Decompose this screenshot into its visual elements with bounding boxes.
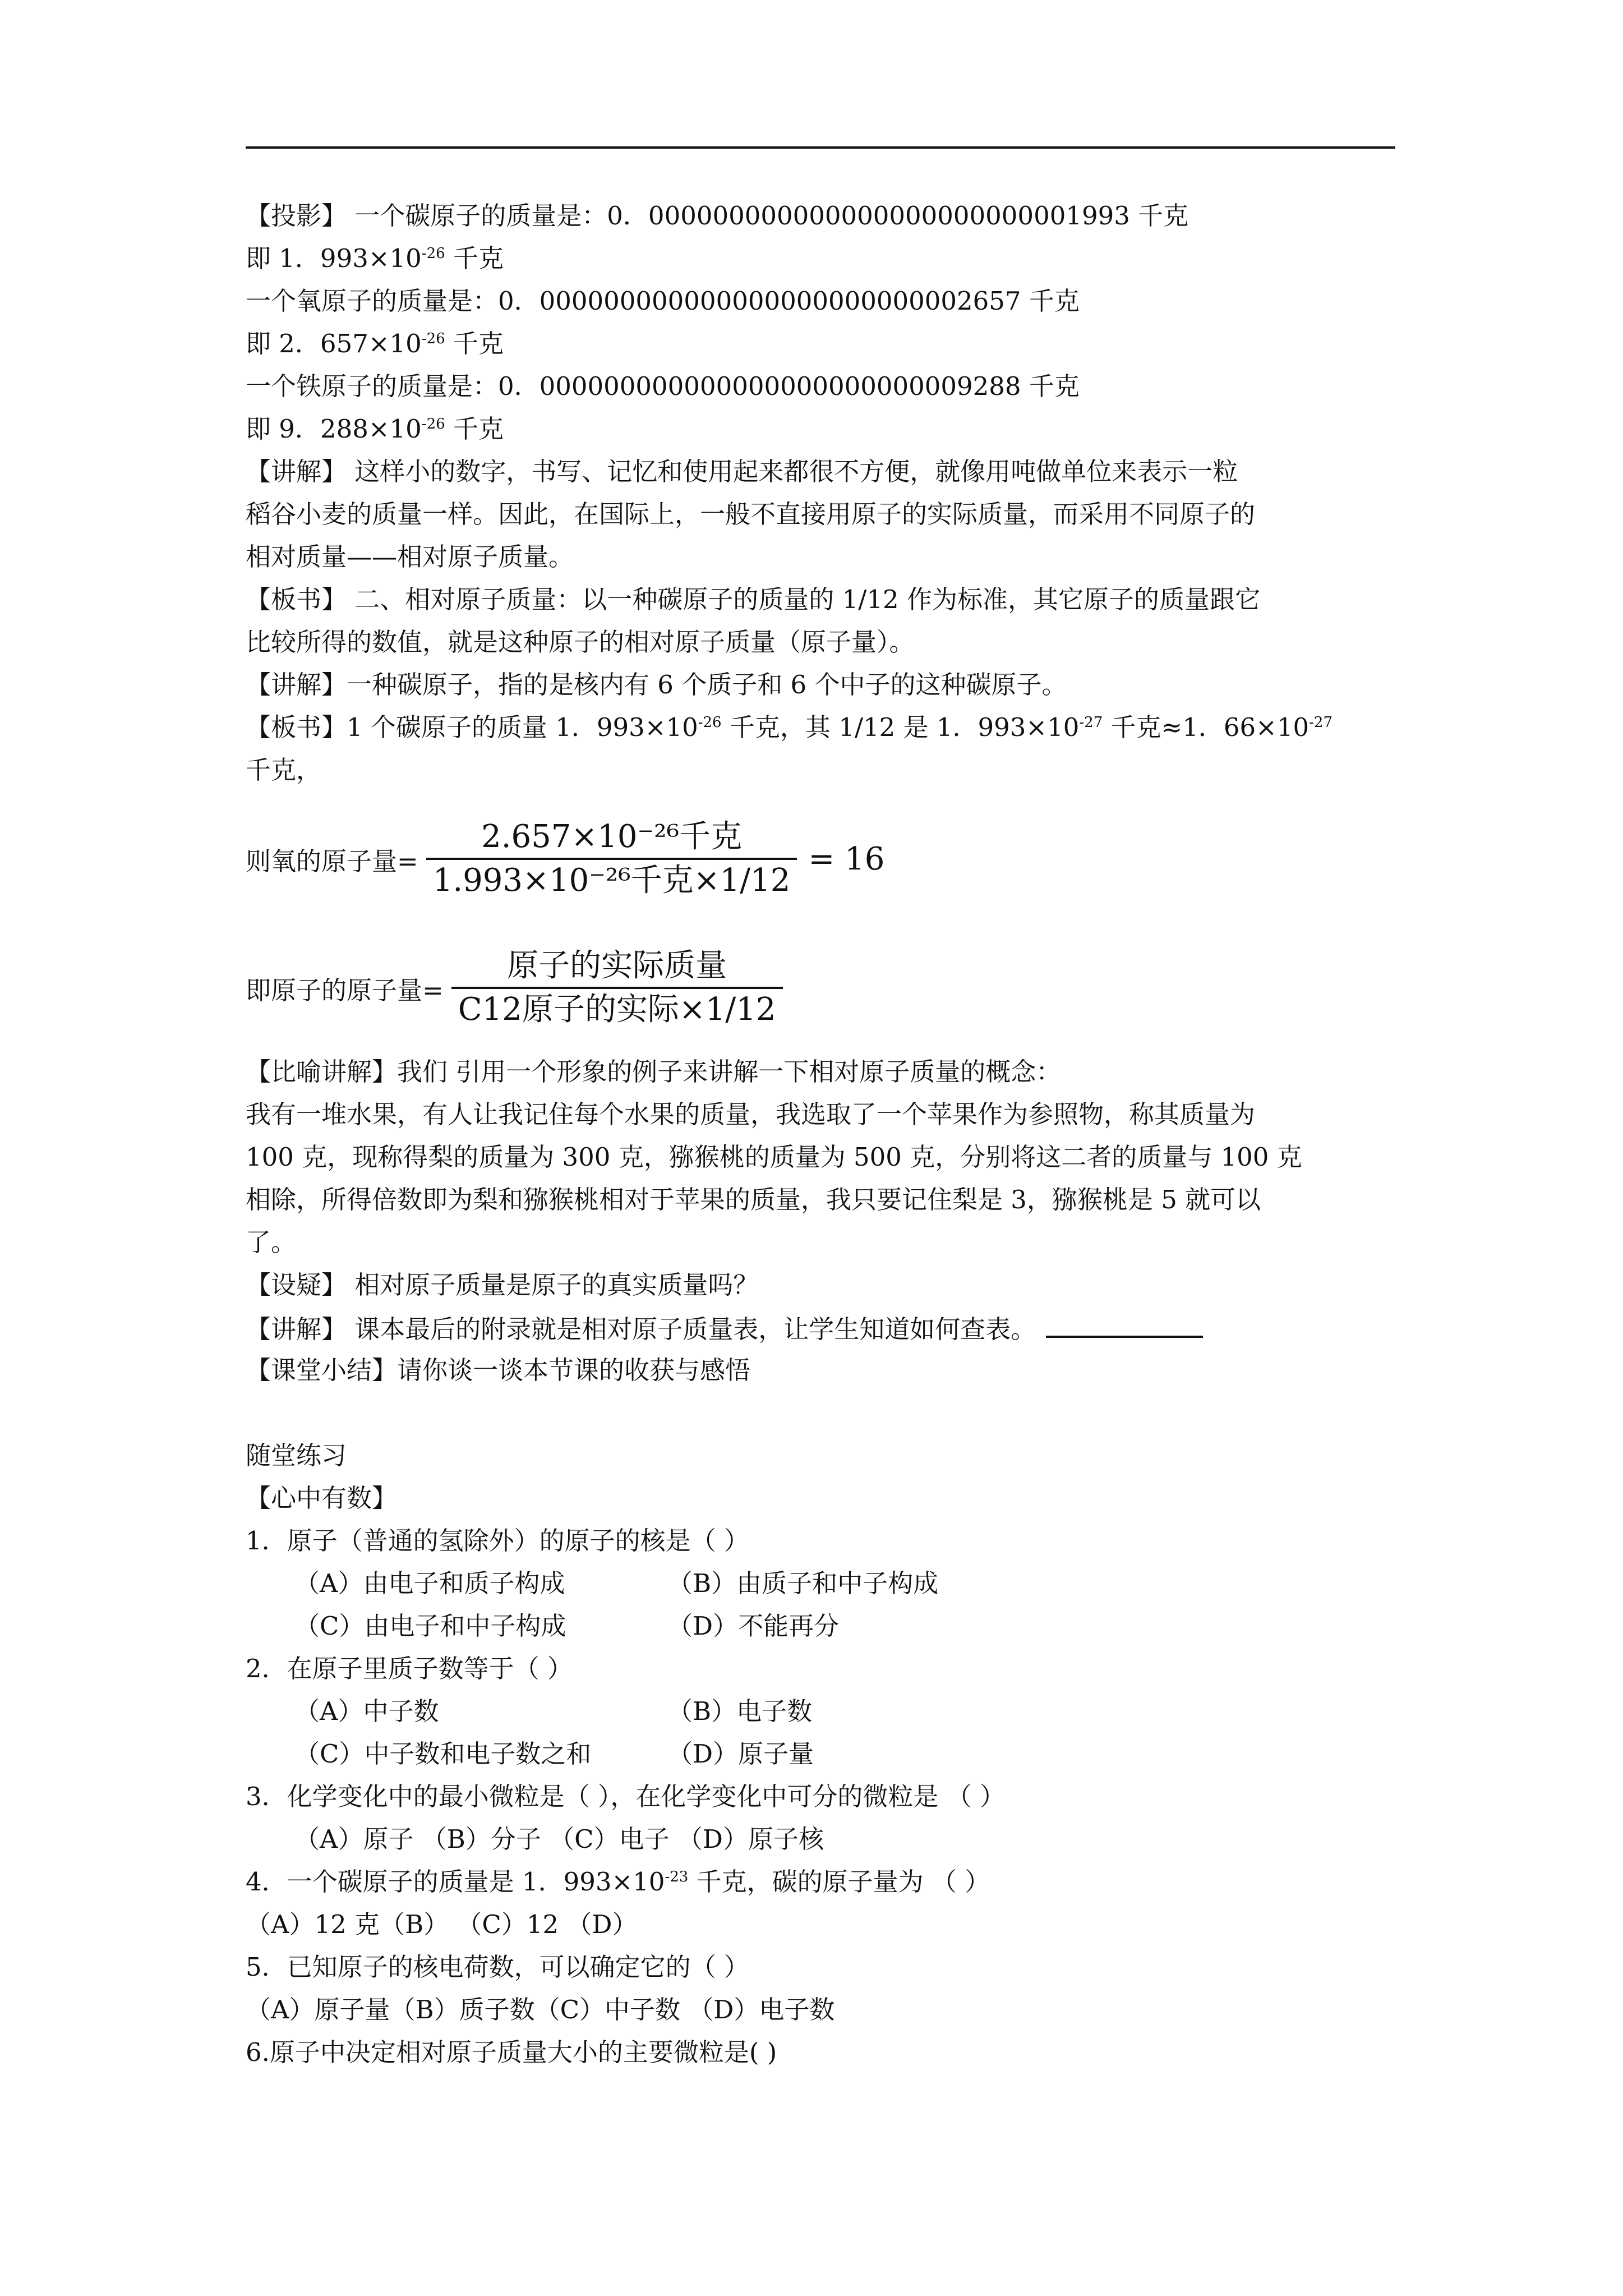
atomic-mass-definition-formula [246, 945, 791, 1030]
text-line: 相对质量——相对原子质量。 [246, 542, 574, 572]
question: 3．化学变化中的最小微粒是（ ），在化学变化中可分的微粒是 （ ） [246, 1782, 1006, 1811]
section-subtitle: 【心中有数】 [246, 1483, 398, 1513]
header-rule [246, 146, 1395, 149]
option: （B）由质子和中子构成 [667, 1568, 939, 1598]
text-line: 【板书】 二、相对原子质量：以一种碳原子的质量的 1/12 作为标准，其它原子的质量跟它 [246, 585, 1260, 614]
option: （A）12 克（B） （C）12 （D） [246, 1910, 638, 1939]
text-line: 了。 [246, 1227, 297, 1257]
text-line: 一个铁原子的质量是：0．000000000000000000000000009288 千克 [246, 371, 1080, 401]
question: 6.原子中决定相对原子质量大小的主要微粒是( ) [246, 2037, 777, 2067]
fraction [426, 816, 797, 901]
formula-label: 则氧的原子量= [246, 846, 418, 876]
text-line: 【比喻讲解】我们 引用一个形象的例子来讲解一下相对原子质量的概念： [246, 1057, 1062, 1087]
formula-label: 即原子的原子量= [246, 975, 444, 1005]
option: （D）不能再分 [667, 1611, 840, 1641]
text-line: 一个氧原子的质量是：0．000000000000000000000000002657 千克 [246, 286, 1080, 316]
option: （C）由电子和中子构成 [294, 1611, 566, 1641]
text-line: 【课堂小结】请你谈一谈本节课的收获与感悟 [246, 1355, 751, 1385]
fraction-denominator: C12原子的实际×1/12 [458, 991, 776, 1028]
oxygen-atomic-mass-formula [246, 816, 884, 901]
fraction [451, 945, 783, 1030]
fraction-numerator: 2.657×10⁻²⁶千克 [481, 818, 743, 855]
option: （A）由电子和质子构成 [294, 1568, 565, 1598]
fraction-numerator: 原子的实际质量 [507, 947, 727, 984]
text-line: 即 1．$993\times 10^{-26}$ 千克 [246, 243, 504, 273]
text-line: 我有一堆水果，有人让我记住每个水果的质量，我选取了一个苹果作为参照物，称其质量为 [246, 1099, 1256, 1129]
text-line: 【投影】 一个碳原子的质量是：0．000000000000000000000000001993 千克 [246, 201, 1189, 231]
text-line: 千克， [246, 755, 322, 785]
text-line: 【讲解】 这样小的数字，书写、记忆和使用起来都很不方便，就像用吨做单位来表示一粒 [246, 457, 1238, 486]
text-line: 相除，所得倍数即为梨和猕猴桃相对于苹果的质量，我只要记住梨是 3，猕猴桃是 5 就可以 [246, 1185, 1261, 1214]
option: （A）原子量（B）质子数（C）中子数 （D）电子数 [246, 1995, 835, 2024]
option: （A）原子 （B）分子 （C）电子 （D）原子核 [294, 1824, 824, 1854]
text-line: 即 9．$288\times 10^{-26}$ 千克 [246, 414, 504, 444]
text-line: 即 2．$657\times 10^{-26}$ 千克 [246, 329, 504, 358]
option: （D）原子量 [667, 1739, 814, 1769]
option: （C）中子数和电子数之和 [294, 1739, 592, 1769]
question: 5．已知原子的核电荷数，可以确定它的（ ） [246, 1952, 749, 1982]
text-line: 稻谷小麦的质量一样。因此，在国际上，一般不直接用原子的实际质量，而采用不同原子的 [246, 499, 1256, 529]
text-line: 【讲解】一种碳原子，指的是核内有 6 个质子和 6 个中子的这种碳原子。 [246, 670, 1067, 700]
text-line: 100 克，现称得梨的质量为 300 克，猕猴桃的质量为 500 克，分别将这二者的质量与 100 克 [246, 1142, 1302, 1172]
question: 4．一个碳原子的质量是 1．$993\times 10^{-23}$ 千克，碳的原子量为 （ ） [246, 1867, 990, 1897]
section-title: 随堂练习 [246, 1441, 347, 1470]
fraction-denominator: 1.993×10⁻²⁶千克×1/12 [432, 862, 791, 899]
question: 2．在原子里质子数等于（ ） [246, 1654, 573, 1683]
text-line: 【设疑】 相对原子质量是原子的真实质量吗？ [246, 1270, 759, 1300]
option: （B）电子数 [667, 1696, 813, 1726]
option: （A）中子数 [294, 1696, 439, 1726]
text-line: 【讲解】 课本最后的附录就是相对原子质量表，让学生知道如何查表。 [246, 1311, 1203, 1346]
question: 1．原子（普通的氢除外）的原子的核是（ ） [246, 1526, 749, 1556]
text-line: 比较所得的数值，就是这种原子的相对原子质量（原子量）。 [246, 627, 915, 657]
formula-result: = 16 [808, 840, 885, 877]
text-line: 【板书】1 个碳原子的质量 1．$993\times 10^{-26}$ 千克，其 1/12 是 1．$993\times 10^{-27}$ 千克≈1．$66\times 10^{-27}$ [246, 712, 1332, 742]
answer-blank [1046, 1311, 1203, 1338]
